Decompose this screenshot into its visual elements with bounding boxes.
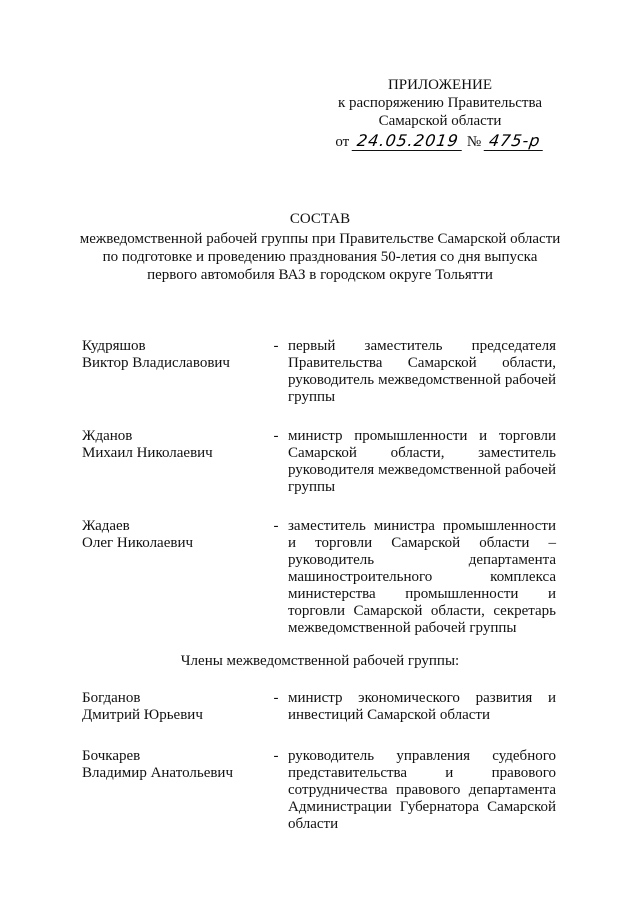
given-name: Владимир Анатольевич (82, 765, 234, 781)
list-item (82, 518, 562, 637)
surname: Бочкарев (82, 748, 141, 764)
surname: Богданов (82, 690, 141, 706)
person-name (82, 690, 264, 724)
list-item (82, 338, 562, 406)
document-title-block (60, 210, 580, 284)
surname: Кудряшов (82, 338, 146, 354)
person-role: руководитель управления судебного представительства и правового сотрудничества правового департамента Администрации Губернатора Самарской области (288, 748, 556, 832)
given-name: Виктор Владиславович (82, 355, 230, 371)
members-list (82, 690, 562, 833)
dash: - (273, 748, 279, 764)
dash: - (273, 428, 279, 444)
appendix-title: ПРИЛОЖЕНИЕ (387, 77, 493, 93)
list-item (82, 690, 562, 724)
given-name: Олег Николаевич (82, 535, 194, 551)
given-name: Дмитрий Юрьевич (82, 707, 203, 723)
number-prefix: № (466, 134, 482, 150)
person-role: первый заместитель председателя Правительства Самарской области, руководитель межведомственной рабочей группы (288, 338, 556, 405)
appendix-header (320, 76, 560, 151)
handwritten-number: 475-р (484, 132, 546, 151)
members-heading: Члены межведомственной рабочей группы: (180, 653, 460, 669)
dash: - (273, 338, 279, 354)
person-role: министр экономического развития и инвестиций Самарской области (288, 690, 556, 723)
dash: - (273, 518, 279, 534)
person-name (82, 338, 264, 406)
list-item (82, 748, 562, 833)
person-name (82, 428, 264, 496)
subtitle-line-2: по подготовке и проведению празднования 50-летия со дня выпуска (102, 249, 538, 265)
person-name (82, 518, 264, 637)
person-role: министр промышленности и торговли Самарской области, заместитель руководителя межведомственной рабочей группы (288, 428, 556, 495)
person-role: заместитель министра промышленности и торговли Самарской области – руководитель департамента машиностроительного комплекса министерства промышленности и торговли Самарской области, секретарь межведомственной рабочей группы (288, 518, 556, 636)
date-number-row (320, 132, 560, 151)
handwritten-date: 24.05.2019 (352, 132, 464, 151)
given-name: Михаил Николаевич (82, 445, 213, 461)
list-item (82, 428, 562, 496)
appendix-reference: к распоряжению Правительства (337, 95, 542, 111)
surname: Жданов (82, 428, 133, 444)
person-name (82, 748, 264, 833)
subtitle-line-1: межведомственной рабочей группы при Правительстве Самарской области (79, 231, 561, 247)
date-prefix: от (335, 134, 350, 150)
subtitle-line-3: первого автомобиля ВАЗ в городском округе Тольятти (147, 267, 493, 283)
dash: - (273, 690, 279, 706)
leaders-list (82, 338, 562, 637)
document-title: СОСТАВ (289, 211, 351, 227)
appendix-region: Самарской области (378, 113, 502, 129)
surname: Жадаев (82, 518, 130, 534)
